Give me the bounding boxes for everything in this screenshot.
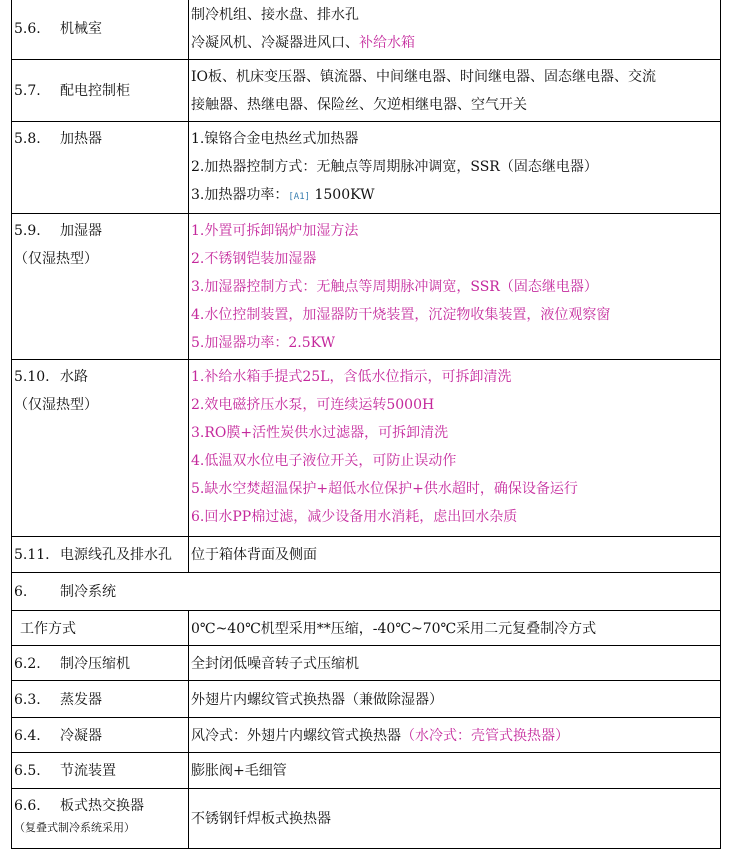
description-line <box>191 363 718 391</box>
section-number: 6.5. <box>14 763 41 779</box>
row-description-cell <box>189 718 721 753</box>
description-text: [A1] <box>288 192 311 202</box>
row-label-cell <box>12 214 189 360</box>
description-line <box>191 419 718 447</box>
row-heading <box>14 125 186 153</box>
section-number: 5.11. <box>14 547 50 563</box>
description-text: 外翅片内螺纹管式换热器（兼做除湿器） <box>191 691 443 708</box>
description-text: 4.水位控制装置，加湿器防干烧装置，沉淀物收集装置，液位观察窗 <box>191 307 611 323</box>
row-label-cell <box>12 646 189 681</box>
section-label: 加湿器 <box>60 223 102 239</box>
description-text: 冷凝风机、冷凝器进风口、 <box>191 35 359 51</box>
section-label: 板式热交换器 <box>60 798 144 814</box>
description-text: 3.加热器功率： <box>191 187 289 203</box>
row-description-cell <box>189 122 721 214</box>
row-label-cell <box>12 122 189 214</box>
section-number: 6.6. <box>14 798 41 814</box>
description-text: 不锈钢钎焊板式换热器 <box>191 811 331 827</box>
row-label-cell <box>12 611 189 646</box>
description-line <box>191 541 718 569</box>
section-label: 水路 <box>60 369 88 385</box>
description-line <box>191 686 718 714</box>
description-text: 3.RO膜+活性炭供水过滤器，可拆卸清洗 <box>191 425 449 441</box>
description-line <box>191 475 718 503</box>
row-heading <box>14 722 186 750</box>
table-row <box>12 611 721 646</box>
description-text: 6.回水PP棉过滤，减少设备用水消耗，虑出回水杂质 <box>191 509 518 525</box>
table-row <box>12 789 721 849</box>
description-line <box>191 245 718 273</box>
description-text: 1.外置可拆卸锅炉加湿方法 <box>191 223 359 239</box>
section-number: 6.4. <box>14 727 41 744</box>
section-number: 5.9. <box>14 223 41 239</box>
description-text: 2.不锈钢铠装加湿器 <box>191 251 317 267</box>
row-heading <box>14 578 718 606</box>
description-line <box>191 503 718 531</box>
spec-table <box>11 0 721 849</box>
description-text: 2.效电磁挤压水泵，可连续运转5000H <box>191 397 435 413</box>
section-label: 制冷压缩机 <box>60 655 130 672</box>
description-line <box>191 805 718 833</box>
row-description-cell <box>189 60 721 122</box>
description-text: （水冷式：壳管式换热器） <box>401 727 569 744</box>
row-label-cell <box>12 789 189 849</box>
description-text: 2.加热器控制方式：无触点等周期脉冲调宽，SSR（固态继电器） <box>191 159 598 175</box>
table-row <box>12 214 721 360</box>
row-heading <box>14 615 186 643</box>
row-description-cell <box>189 360 721 537</box>
section-note: （仅湿热型） <box>14 251 98 267</box>
description-text: 5.加湿器功率：2.5KW <box>191 335 335 351</box>
table-row <box>12 360 721 537</box>
description-text: 位于箱体背面及侧面 <box>191 547 317 563</box>
section-number: 6.3. <box>14 691 41 708</box>
row-description-cell <box>189 753 721 789</box>
section-label: 机械室 <box>60 21 102 37</box>
row-heading <box>14 217 186 245</box>
section-number: 5.6. <box>14 21 41 37</box>
description-line <box>191 650 718 678</box>
row-description-cell <box>189 0 721 60</box>
row-heading <box>14 686 186 714</box>
description-text: 风冷式：外翅片内螺纹管式换热器 <box>191 727 401 744</box>
row-heading <box>14 650 186 678</box>
description-text: 5.缺水空焚超温保护+超低水位保护+供水超时，确保设备运行 <box>191 481 578 497</box>
section-label: 配电控制柜 <box>60 83 130 99</box>
row-label-cell <box>12 360 189 537</box>
section-label: 加热器 <box>60 131 102 147</box>
section-number: 5.10. <box>14 369 50 385</box>
table-row <box>12 0 721 60</box>
row-heading <box>14 757 186 785</box>
row-description-cell <box>189 537 721 573</box>
row-description-cell <box>189 789 721 849</box>
description-text: 0℃~40℃机型采用**压缩，-40℃~70℃采用二元复叠制冷方式 <box>191 620 597 637</box>
spec-table-body <box>12 0 721 849</box>
section-number: 5.8. <box>14 131 41 147</box>
description-text: 全封闭低噪音转子式压缩机 <box>191 655 359 672</box>
section-label: 电源线孔及排水孔 <box>60 547 172 563</box>
section-number: 6.2. <box>14 655 41 672</box>
table-row <box>12 753 721 789</box>
description-line <box>191 125 718 153</box>
row-heading <box>14 77 186 105</box>
row-label-cell <box>12 0 189 60</box>
description-text: 1.补给水箱手提式25L，含低水位指示，可拆卸清洗 <box>191 369 512 385</box>
section-label: 冷凝器 <box>60 727 102 744</box>
row-label-cell <box>12 60 189 122</box>
row-heading <box>14 363 186 391</box>
table-row <box>12 646 721 681</box>
row-label-cell <box>12 681 189 718</box>
row-description-cell <box>189 611 721 646</box>
section-number: 5.7. <box>14 83 41 99</box>
section-note: （仅湿热型） <box>14 397 98 413</box>
table-row <box>12 122 721 214</box>
row-heading <box>14 792 186 820</box>
row-description-cell <box>189 681 721 718</box>
section-note: （复叠式制冷系统采用） <box>14 821 135 834</box>
description-line <box>191 615 718 643</box>
description-line <box>191 91 718 119</box>
section-number: 6. <box>14 584 28 600</box>
description-line <box>191 217 718 245</box>
description-line <box>191 722 718 750</box>
description-line <box>191 273 718 301</box>
description-line <box>191 757 718 785</box>
row-label-cell <box>12 537 189 573</box>
table-row <box>12 60 721 122</box>
section-label: 蒸发器 <box>60 691 102 708</box>
row-heading <box>14 15 186 43</box>
description-text: 1500KW <box>310 187 375 203</box>
section-label: 节流装置 <box>60 763 116 779</box>
description-line <box>191 181 718 211</box>
row-label-cell <box>12 753 189 789</box>
description-line <box>191 391 718 419</box>
description-line <box>191 153 718 181</box>
row-label-cell <box>12 573 721 611</box>
table-row <box>12 537 721 573</box>
row-description-cell <box>189 646 721 681</box>
description-line <box>191 63 718 91</box>
description-line <box>191 1 718 29</box>
description-text: 接触器、热继电器、保险丝、欠逆相继电器、空气开关 <box>191 97 527 113</box>
row-label-cell <box>12 718 189 753</box>
table-row <box>12 718 721 753</box>
table-row <box>12 573 721 611</box>
row-heading <box>14 541 186 569</box>
description-text: 1.镍铬合金电热丝式加热器 <box>191 131 359 147</box>
description-line <box>191 301 718 329</box>
description-line <box>191 329 718 357</box>
description-line <box>191 29 718 57</box>
description-text: 补给水箱 <box>359 35 415 51</box>
row-description-cell <box>189 214 721 360</box>
description-text: 制冷机组、接水盘、排水孔 <box>191 7 359 23</box>
description-text: 膨胀阀+毛细管 <box>191 763 287 779</box>
description-text: 3.加湿器控制方式：无触点等周期脉冲调宽，SSR（固态继电器） <box>191 279 598 295</box>
table-row <box>12 681 721 718</box>
description-text: 4.低温双水位电子液位开关，可防止误动作 <box>191 453 457 469</box>
description-line <box>191 447 718 475</box>
description-text: IO板、机床变压器、镇流器、中间继电器、时间继电器、固态继电器、交流 <box>191 69 657 85</box>
section-label: 制冷系统 <box>60 584 116 600</box>
section-label: 工作方式 <box>20 620 76 637</box>
